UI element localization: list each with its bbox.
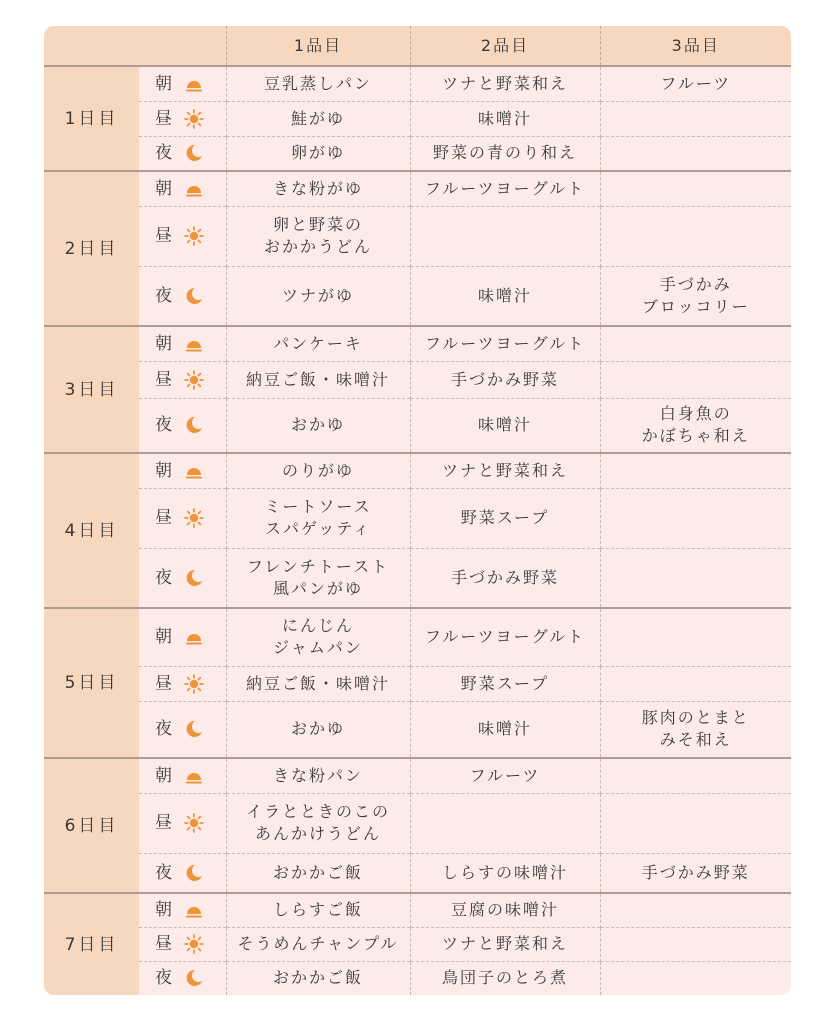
meal-row <box>44 701 791 758</box>
dish-cell <box>600 361 791 398</box>
dish-cell: フルーツヨーグルト <box>410 326 600 361</box>
dish-cell: 野菜スープ <box>410 488 600 548</box>
dish-cell: 鳥団子のとろ煮 <box>410 961 600 995</box>
moon-icon <box>184 719 204 739</box>
meal-cell <box>139 927 226 961</box>
sunrise-icon <box>184 627 204 647</box>
moon-icon <box>184 286 204 306</box>
dish-cell: ツナと野菜和え <box>410 66 600 101</box>
moon-icon <box>184 415 204 435</box>
meal-cell <box>139 608 226 666</box>
dish-cell <box>600 136 791 171</box>
dish-cell <box>600 927 791 961</box>
sun-icon <box>184 813 204 833</box>
day-label: 4日目 <box>44 453 139 608</box>
sunrise-icon <box>184 461 204 481</box>
dish-cell: パンケーキ <box>226 326 410 361</box>
dish-cell <box>600 758 791 793</box>
meal-cell <box>139 548 226 608</box>
dish-cell: 野菜スープ <box>410 666 600 701</box>
header-corner <box>44 26 139 66</box>
meal-cell <box>139 326 226 361</box>
dish-cell: のりがゆ <box>226 453 410 488</box>
sun-icon <box>184 508 204 528</box>
meal-label: 夜 <box>155 415 174 436</box>
meal-row <box>44 927 791 961</box>
meal-row <box>44 171 791 206</box>
meal-label: 昼 <box>155 369 174 390</box>
dish-cell: おかゆ <box>226 398 410 453</box>
dish-cell <box>600 171 791 206</box>
dish-cell: 鮭がゆ <box>226 101 410 136</box>
meal-cell <box>139 453 226 488</box>
meal-row <box>44 548 791 608</box>
moon-icon <box>184 143 204 163</box>
meal-label: 朝 <box>155 765 174 786</box>
meal-label: 夜 <box>155 862 174 883</box>
header-dish-1: 1品目 <box>226 26 410 66</box>
dish-cell: フルーツ <box>600 66 791 101</box>
meal-label: 昼 <box>155 673 174 694</box>
meal-label: 夜 <box>155 567 174 588</box>
meal-row <box>44 793 791 853</box>
sunrise-icon <box>184 334 204 354</box>
meal-label: 夜 <box>155 143 174 164</box>
dish-cell <box>600 608 791 666</box>
dish-cell <box>410 793 600 853</box>
dish-cell: フルーツ <box>410 758 600 793</box>
dish-cell <box>600 893 791 927</box>
meal-cell <box>139 758 226 793</box>
meal-row <box>44 453 791 488</box>
dish-cell: フルーツヨーグルト <box>410 171 600 206</box>
dish-cell: おかかご飯 <box>226 853 410 893</box>
dish-cell: 手づかみ ブロッコリー <box>600 266 791 326</box>
moon-icon <box>184 968 204 988</box>
meal-row <box>44 488 791 548</box>
dish-cell: ミートソース スパゲッティ <box>226 488 410 548</box>
meal-row <box>44 136 791 171</box>
meal-label: 夜 <box>155 968 174 989</box>
dish-cell: 豚肉のとまと みそ和え <box>600 701 791 758</box>
meal-row <box>44 608 791 666</box>
meal-row <box>44 758 791 793</box>
sunrise-icon <box>184 179 204 199</box>
dish-cell: おかゆ <box>226 701 410 758</box>
dish-cell: 手づかみ野菜 <box>410 548 600 608</box>
dish-cell: ツナと野菜和え <box>410 927 600 961</box>
meal-label: 夜 <box>155 285 174 306</box>
meal-label: 朝 <box>155 73 174 94</box>
dish-cell <box>600 206 791 266</box>
day-label: 7日目 <box>44 893 139 995</box>
dish-cell <box>600 326 791 361</box>
meal-cell <box>139 893 226 927</box>
sunrise-icon <box>184 766 204 786</box>
dish-cell: 卵がゆ <box>226 136 410 171</box>
dish-cell <box>600 101 791 136</box>
meal-row <box>44 326 791 361</box>
meal-row <box>44 666 791 701</box>
meal-label: 昼 <box>155 508 174 528</box>
meal-row <box>44 206 791 266</box>
sun-icon <box>184 934 204 954</box>
sun-icon <box>184 674 204 694</box>
moon-icon <box>184 568 204 588</box>
dish-cell: 手づかみ野菜 <box>410 361 600 398</box>
sunrise-icon <box>184 900 204 920</box>
day-label: 3日目 <box>44 326 139 453</box>
dish-cell <box>410 206 600 266</box>
header-row <box>44 26 791 66</box>
meal-row <box>44 66 791 101</box>
meal-row <box>44 893 791 927</box>
meal-cell <box>139 101 226 136</box>
meal-cell <box>139 666 226 701</box>
meal-row <box>44 853 791 893</box>
header-dish-3: 3品目 <box>600 26 791 66</box>
dish-cell: ツナと野菜和え <box>410 453 600 488</box>
meal-label: 昼 <box>155 108 174 129</box>
dish-cell <box>600 793 791 853</box>
dish-cell <box>600 666 791 701</box>
meal-label: 朝 <box>155 178 174 199</box>
meal-label: 朝 <box>155 333 174 354</box>
dish-cell: イラとときのこの あんかけうどん <box>226 793 410 853</box>
dish-cell: きな粉がゆ <box>226 171 410 206</box>
sun-icon <box>184 226 204 246</box>
dish-cell <box>600 453 791 488</box>
dish-cell: 味噌汁 <box>410 266 600 326</box>
meal-cell <box>139 206 226 266</box>
meal-cell <box>139 136 226 171</box>
dish-cell: 豆乳蒸しパン <box>226 66 410 101</box>
meal-cell <box>139 171 226 206</box>
day-label: 2日目 <box>44 171 139 326</box>
dish-cell: フレンチトースト 風パンがゆ <box>226 548 410 608</box>
dish-cell: 野菜の青のり和え <box>410 136 600 171</box>
day-label: 5日目 <box>44 608 139 758</box>
day-label: 6日目 <box>44 758 139 893</box>
dish-cell <box>600 548 791 608</box>
meal-cell <box>139 701 226 758</box>
sun-icon <box>184 370 204 390</box>
header-dish-2: 2品目 <box>410 26 600 66</box>
meal-label: 昼 <box>155 813 174 833</box>
dish-cell: 手づかみ野菜 <box>600 853 791 893</box>
dish-cell: フルーツヨーグルト <box>410 608 600 666</box>
dish-cell: しらすの味噌汁 <box>410 853 600 893</box>
meal-label: 昼 <box>155 934 174 954</box>
meal-cell <box>139 398 226 453</box>
sunrise-icon <box>184 74 204 94</box>
meal-label: 夜 <box>155 719 174 740</box>
meal-cell <box>139 793 226 853</box>
meal-cell <box>139 66 226 101</box>
meal-cell <box>139 266 226 326</box>
meal-label: 朝 <box>155 627 174 648</box>
dish-cell: 納豆ご飯・味噌汁 <box>226 666 410 701</box>
dish-cell: ツナがゆ <box>226 266 410 326</box>
dish-cell: 味噌汁 <box>410 701 600 758</box>
meal-row <box>44 361 791 398</box>
meal-row <box>44 101 791 136</box>
dish-cell: おかかご飯 <box>226 961 410 995</box>
header-meal <box>139 26 226 66</box>
meal-label: 昼 <box>155 226 174 246</box>
meal-plan-table <box>44 26 791 995</box>
day-label: 1日目 <box>44 66 139 171</box>
meal-row <box>44 398 791 453</box>
dish-cell: 納豆ご飯・味噌汁 <box>226 361 410 398</box>
dish-cell: 白身魚の かぼちゃ和え <box>600 398 791 453</box>
meal-plan-body <box>44 66 791 995</box>
meal-label: 朝 <box>155 460 174 481</box>
dish-cell: 卵と野菜の おかかうどん <box>226 206 410 266</box>
dish-cell: そうめんチャンプル <box>226 927 410 961</box>
meal-cell <box>139 488 226 548</box>
dish-cell: 味噌汁 <box>410 398 600 453</box>
moon-icon <box>184 863 204 883</box>
meal-cell <box>139 961 226 995</box>
dish-cell: 味噌汁 <box>410 101 600 136</box>
dish-cell: しらすご飯 <box>226 893 410 927</box>
meal-cell <box>139 361 226 398</box>
dish-cell <box>600 488 791 548</box>
dish-cell <box>600 961 791 995</box>
dish-cell: にんじん ジャムパン <box>226 608 410 666</box>
dish-cell: きな粉パン <box>226 758 410 793</box>
meal-row <box>44 266 791 326</box>
meal-row <box>44 961 791 995</box>
sun-icon <box>184 109 204 129</box>
meal-label: 朝 <box>155 900 174 921</box>
meal-cell <box>139 853 226 893</box>
dish-cell: 豆腐の味噌汁 <box>410 893 600 927</box>
